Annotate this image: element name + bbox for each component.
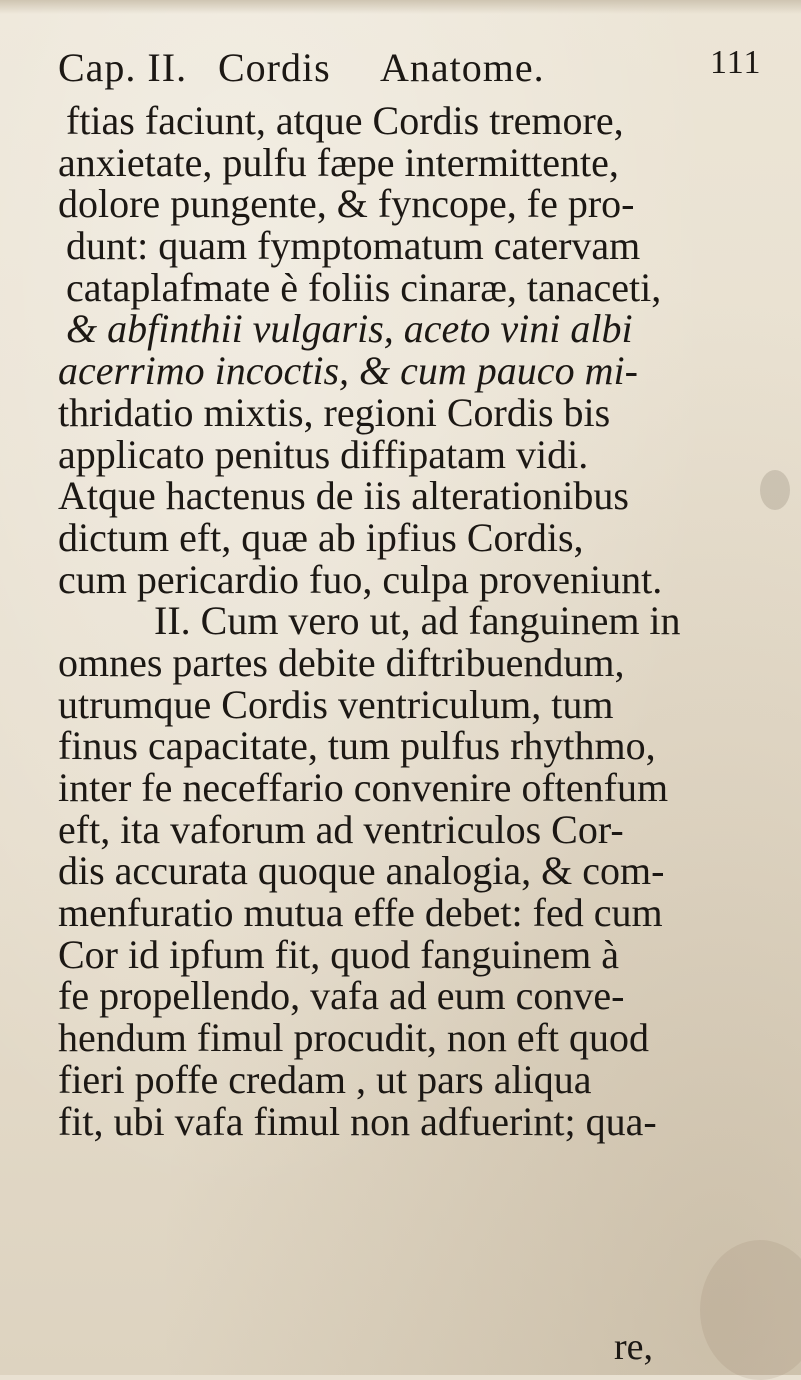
text-line: ftias faciunt, atque Cordis tremore, [66, 98, 624, 143]
text-line: inter fe neceffario convenire oftenfum [58, 765, 669, 810]
text-line: & abfinthii vulgaris, aceto vini albi [66, 306, 633, 352]
paper-stain [700, 1240, 801, 1380]
running-title-part2: Anatome. [380, 45, 545, 90]
paper-stain [760, 470, 790, 510]
text-line: dictum eft, quæ ab ipfius Cordis, [58, 514, 584, 560]
catchword: re, [614, 1326, 654, 1368]
text-line: dunt: quam fymptomatum catervam [66, 223, 641, 269]
text-line: dolore pungente, & fyncope, fe pro- [58, 181, 635, 227]
text-line: omnes partes debite diftribuendum, [58, 639, 625, 685]
running-title-part1: Cordis [218, 45, 331, 90]
text-line: menfuratio mutua effe debet: fed cum [58, 890, 663, 936]
text-line: applicato penitus diffipatam vidi. [58, 431, 589, 477]
page-number: 111 [710, 44, 762, 81]
text-line: thridatio mixtis, regioni Cordis bis [58, 389, 611, 435]
text-line: fieri poffe credam , ut pars aliqua [58, 1056, 592, 1102]
body-text [58, 100, 758, 1142]
text-line: cataplafmate è foliis cinaræ, tanaceti, [66, 264, 662, 310]
text-line: finus capacitate, tum pulfus rhythmo, [58, 723, 656, 769]
text-line: fit, ubi vafa fimul non adfuerint; qua- [58, 1098, 657, 1144]
text-line: dis accurata quoque analogia, & com- [58, 848, 665, 894]
text-line: Cor id ipfum fit, quod fanguinem à [58, 931, 620, 977]
text-line: anxietate, pulfu fæpe intermittente, [58, 139, 619, 185]
text-line: Atque hactenus de iis alterationibus [58, 473, 629, 519]
text-line: utrumque Cordis ventriculum, tum [58, 681, 614, 727]
text-line: cum pericardio fuo, culpa proveniunt. [58, 556, 663, 602]
running-header [58, 44, 762, 96]
text-line: eft, ita vaforum ad ventriculos Cor- [58, 806, 624, 852]
paragraph-start-line: II. Cum vero ut, ad fanguinem in [154, 598, 681, 644]
text-line: fe propellendo, vafa ad eum conve- [58, 973, 625, 1019]
chapter-label: Cap. II. [58, 45, 188, 90]
page-top-edge [0, 0, 801, 14]
text-line: hendum fimul procudit, non eft quod [58, 1015, 650, 1061]
text-line: acerrimo incoctis, & cum pauco mi- [58, 348, 638, 394]
